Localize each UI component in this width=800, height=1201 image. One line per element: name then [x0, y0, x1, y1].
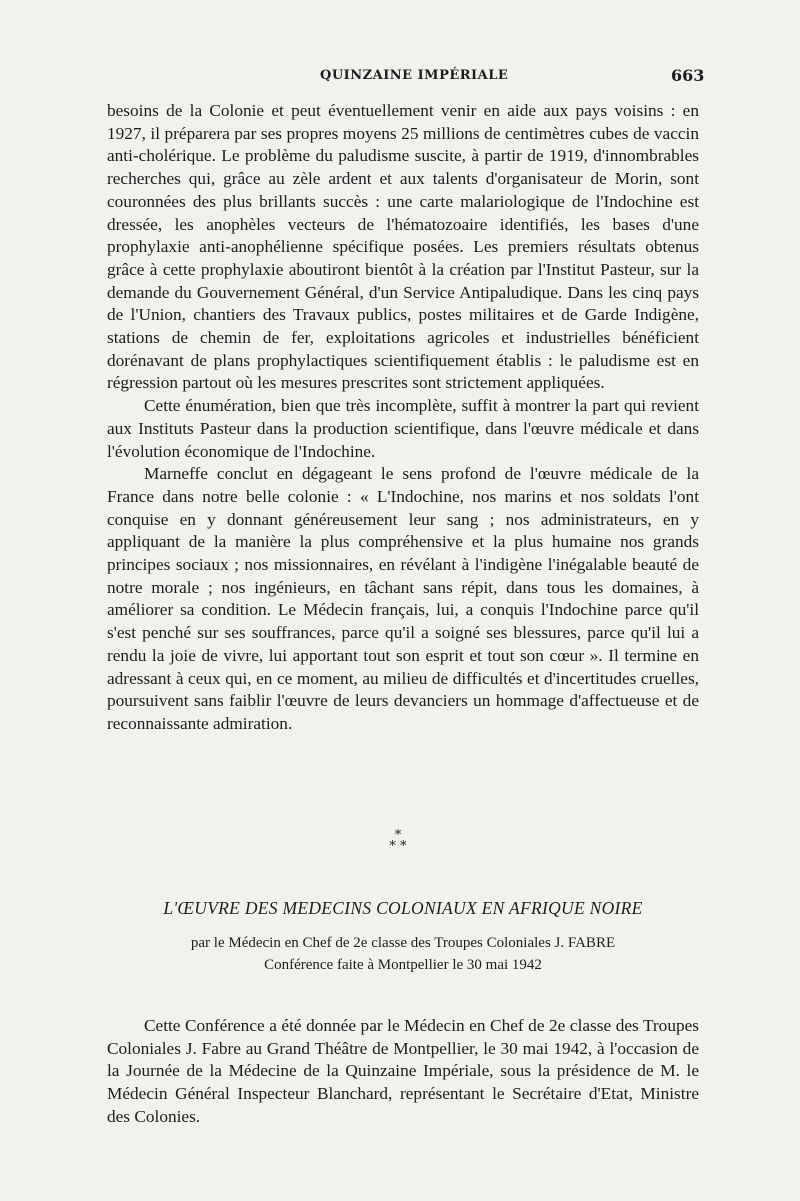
asterism-top: *	[394, 828, 402, 843]
paragraph-enumeration: Cette énumération, bien que très incomplète, suffit à montrer la part qui revient aux Instituts Pasteur dans la production scientifique, dans l'œuvre médicale et dans l'évolution économique de l'Indochine.	[107, 396, 699, 461]
page-number: 663	[671, 66, 705, 85]
section-title: L'ŒUVRE DES MEDECINS COLONIAUX EN AFRIQUE NOIRE	[163, 898, 643, 918]
byline-author: par le Médecin en Chef de 2e classe des Troupes Coloniales J. FABRE	[190, 935, 616, 951]
running-head: QUINZAINE IMPÉRIALE	[320, 68, 509, 83]
byline	[107, 932, 699, 976]
paragraph-conference: Cette Conférence a été donnée par le Médecin en Chef de 2e classe des Troupes Coloniales J. Fabre au Grand Théâtre de Montpellier, le 30 mai 1942, à l'occasion de la Journée de la Médecine de la Quinzaine Impériale, sous la présidence de M. le Médecin Général Inspecteur Blanchard, représentant le Secrétaire d'Etat, Ministre des Colonies.	[107, 1016, 699, 1126]
asterism-bottom: * *	[389, 839, 407, 854]
body-text	[107, 100, 699, 736]
paragraph-paludisme: besoins de la Colonie et peut éventuellement venir en aide aux pays voisins : en 1927, il préparera par ses propres moyens 25 millions de centimètres cubes de vaccin anti-cholérique. Le problème du paludisme suscite, à partir de 1919, d'innombrables recherches qui, grâce au zèle ardent et aux talents d'organisateur de Morin, sont couronnées des plus brillants succès : une carte malariologique de l'Indochine est dressée, les anophèles vecteurs de l'hématozoaire identifiés, les bases d'une prophylaxie anti-anophélienne spécifique posées. Les premiers résultats obtenus grâce à cette prophylaxie aboutiront bientôt à la création par l'Institut Pasteur, sur la demande du Gouvernement Général, d'un Service Antipaludique. Dans les cinq pays de l'Union, chantiers des Travaux publics, postes militaires et de Garde Indigène, stations de chemin de fer, exploitations agricoles et industrielles bénéficient dorénavant de plans prophylactiques scientifiquement établis : le paludisme est en régression partout où les mesures prescrites sont strictement appliquées.	[107, 101, 699, 393]
section-ornament	[368, 830, 428, 852]
paragraph-marneffe: Marneffe conclut en dégageant le sens profond de l'œuvre médicale de la France dans notre belle colonie : « L'Indochine, nos marins et nos soldats l'ont conquise en y donnant généreusement leur sang ; nos administrateurs, en y appliquant de la manière la plus compréhensive et la plus humaine nos grands principes sociaux ; nos missionnaires, en révélant à l'indigène l'inégalable beauté de notre morale ; nos ingénieurs, en tâchant sans répit, dans tous les domaines, à améliorer sa condition. Le Médecin français, lui, a conquis l'Indochine parce qu'il s'est penché sur ses souffrances, parce qu'il a soigné ses blessures, parce qu'il lui a rendu la joie de vivre, lui apportant tout son esprit et tout son cœur ». Il termine en adressant à ceux qui, en ce moment, au milieu de difficultés et d'incertitudes cruelles, poursuivent sans faiblir l'œuvre de leurs devanciers un hommage d'affectueuse et de reconnaissante admiration.	[107, 464, 699, 733]
section-body	[107, 1015, 699, 1129]
byline-conference: Conférence faite à Montpellier le 30 mai 1942	[264, 957, 542, 973]
